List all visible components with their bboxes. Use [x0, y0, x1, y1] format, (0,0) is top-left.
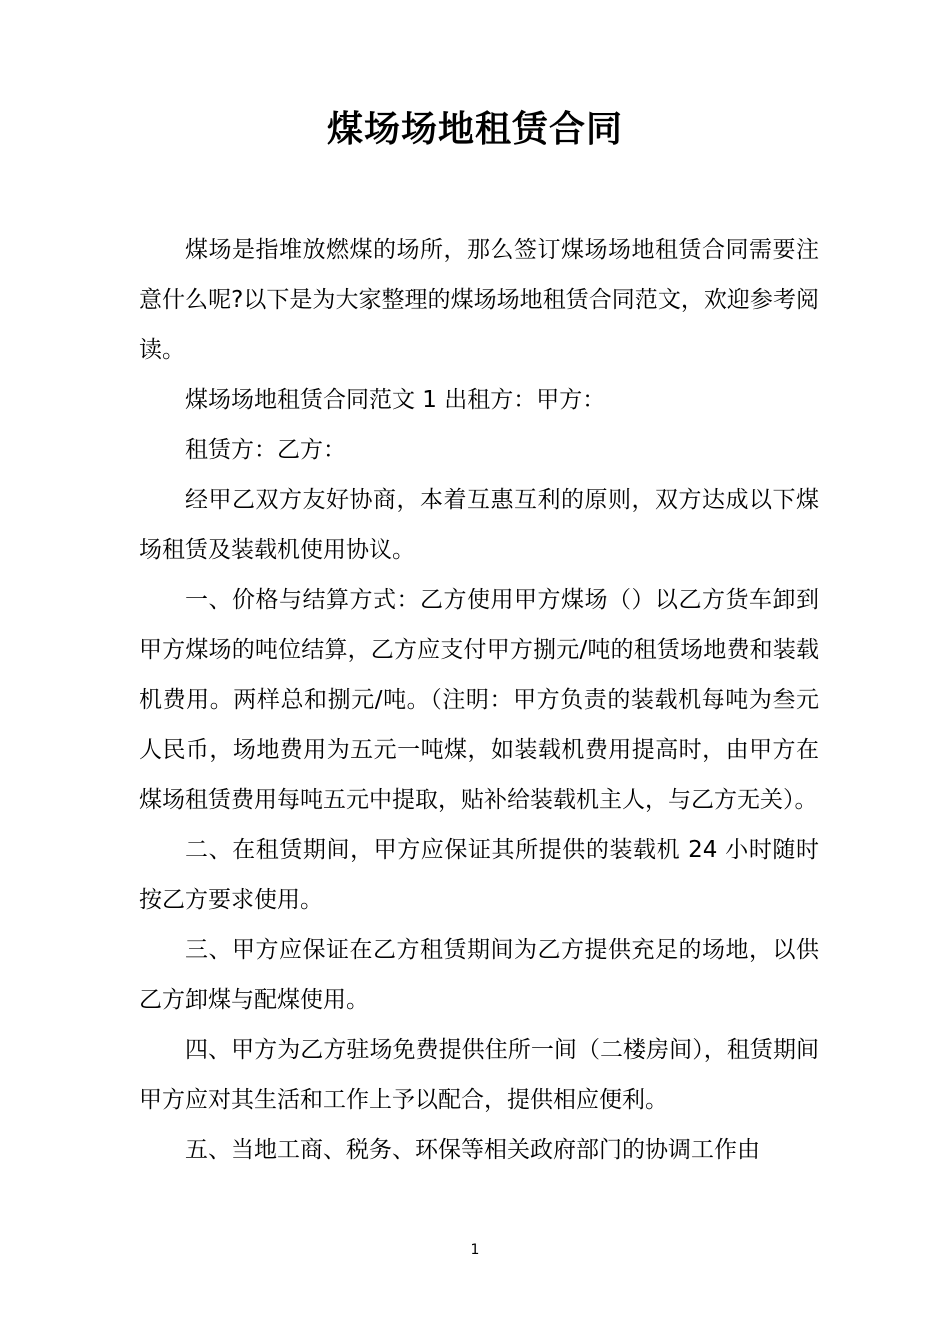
paragraph-lessee: 租赁方：乙方：: [185, 437, 346, 463]
paragraph-clause-3: 三、甲方应保证在乙方租赁期间为乙方提供充足的场地，以供乙方卸煤与配煤使用。: [139, 937, 819, 1013]
paragraph-lessor: 煤场场地租赁合同范文 1 出租方：甲方：: [185, 387, 606, 413]
document-body: [139, 225, 819, 1175]
paragraph-clause-2: 二、在租赁期间，甲方应保证其所提供的装载机 24 小时随时按乙方要求使用。: [139, 837, 819, 913]
paragraph-clause-1: 一、价格与结算方式：乙方使用甲方煤场（）以乙方货车卸到甲方煤场的吨位结算，乙方应支付甲方捌元/吨的租赁场地费和装载机费用。两样总和捌元/吨。（注明：甲方负责的装载机每吨为叁元人民币，场地费用为五元一吨煤，如装载机费用提高时，由甲方在煤场租赁费用每吨五元中提取，贴补给装载机主人，与乙方无关）。: [139, 587, 819, 813]
document-title: 煤场场地租赁合同: [326, 109, 623, 150]
page-number: 1: [470, 1242, 480, 1258]
paragraph-intro: 煤场是指堆放燃煤的场所，那么签订煤场场地租赁合同需要注意什么呢?以下是为大家整理的煤场场地租赁合同范文，欢迎参考阅读。: [139, 237, 819, 363]
paragraph-clause-5: 五、当地工商、税务、环保等相关政府部门的协调工作由: [185, 1137, 760, 1163]
paragraph-clause-4: 四、甲方为乙方驻场免费提供住所一间（二楼房间），租赁期间甲方应对其生活和工作上予以配合，提供相应便利。: [139, 1037, 819, 1113]
paragraph-agreement: 经甲乙双方友好协商，本着互惠互利的原则，双方达成以下煤场租赁及装载机使用协议。: [139, 487, 819, 563]
